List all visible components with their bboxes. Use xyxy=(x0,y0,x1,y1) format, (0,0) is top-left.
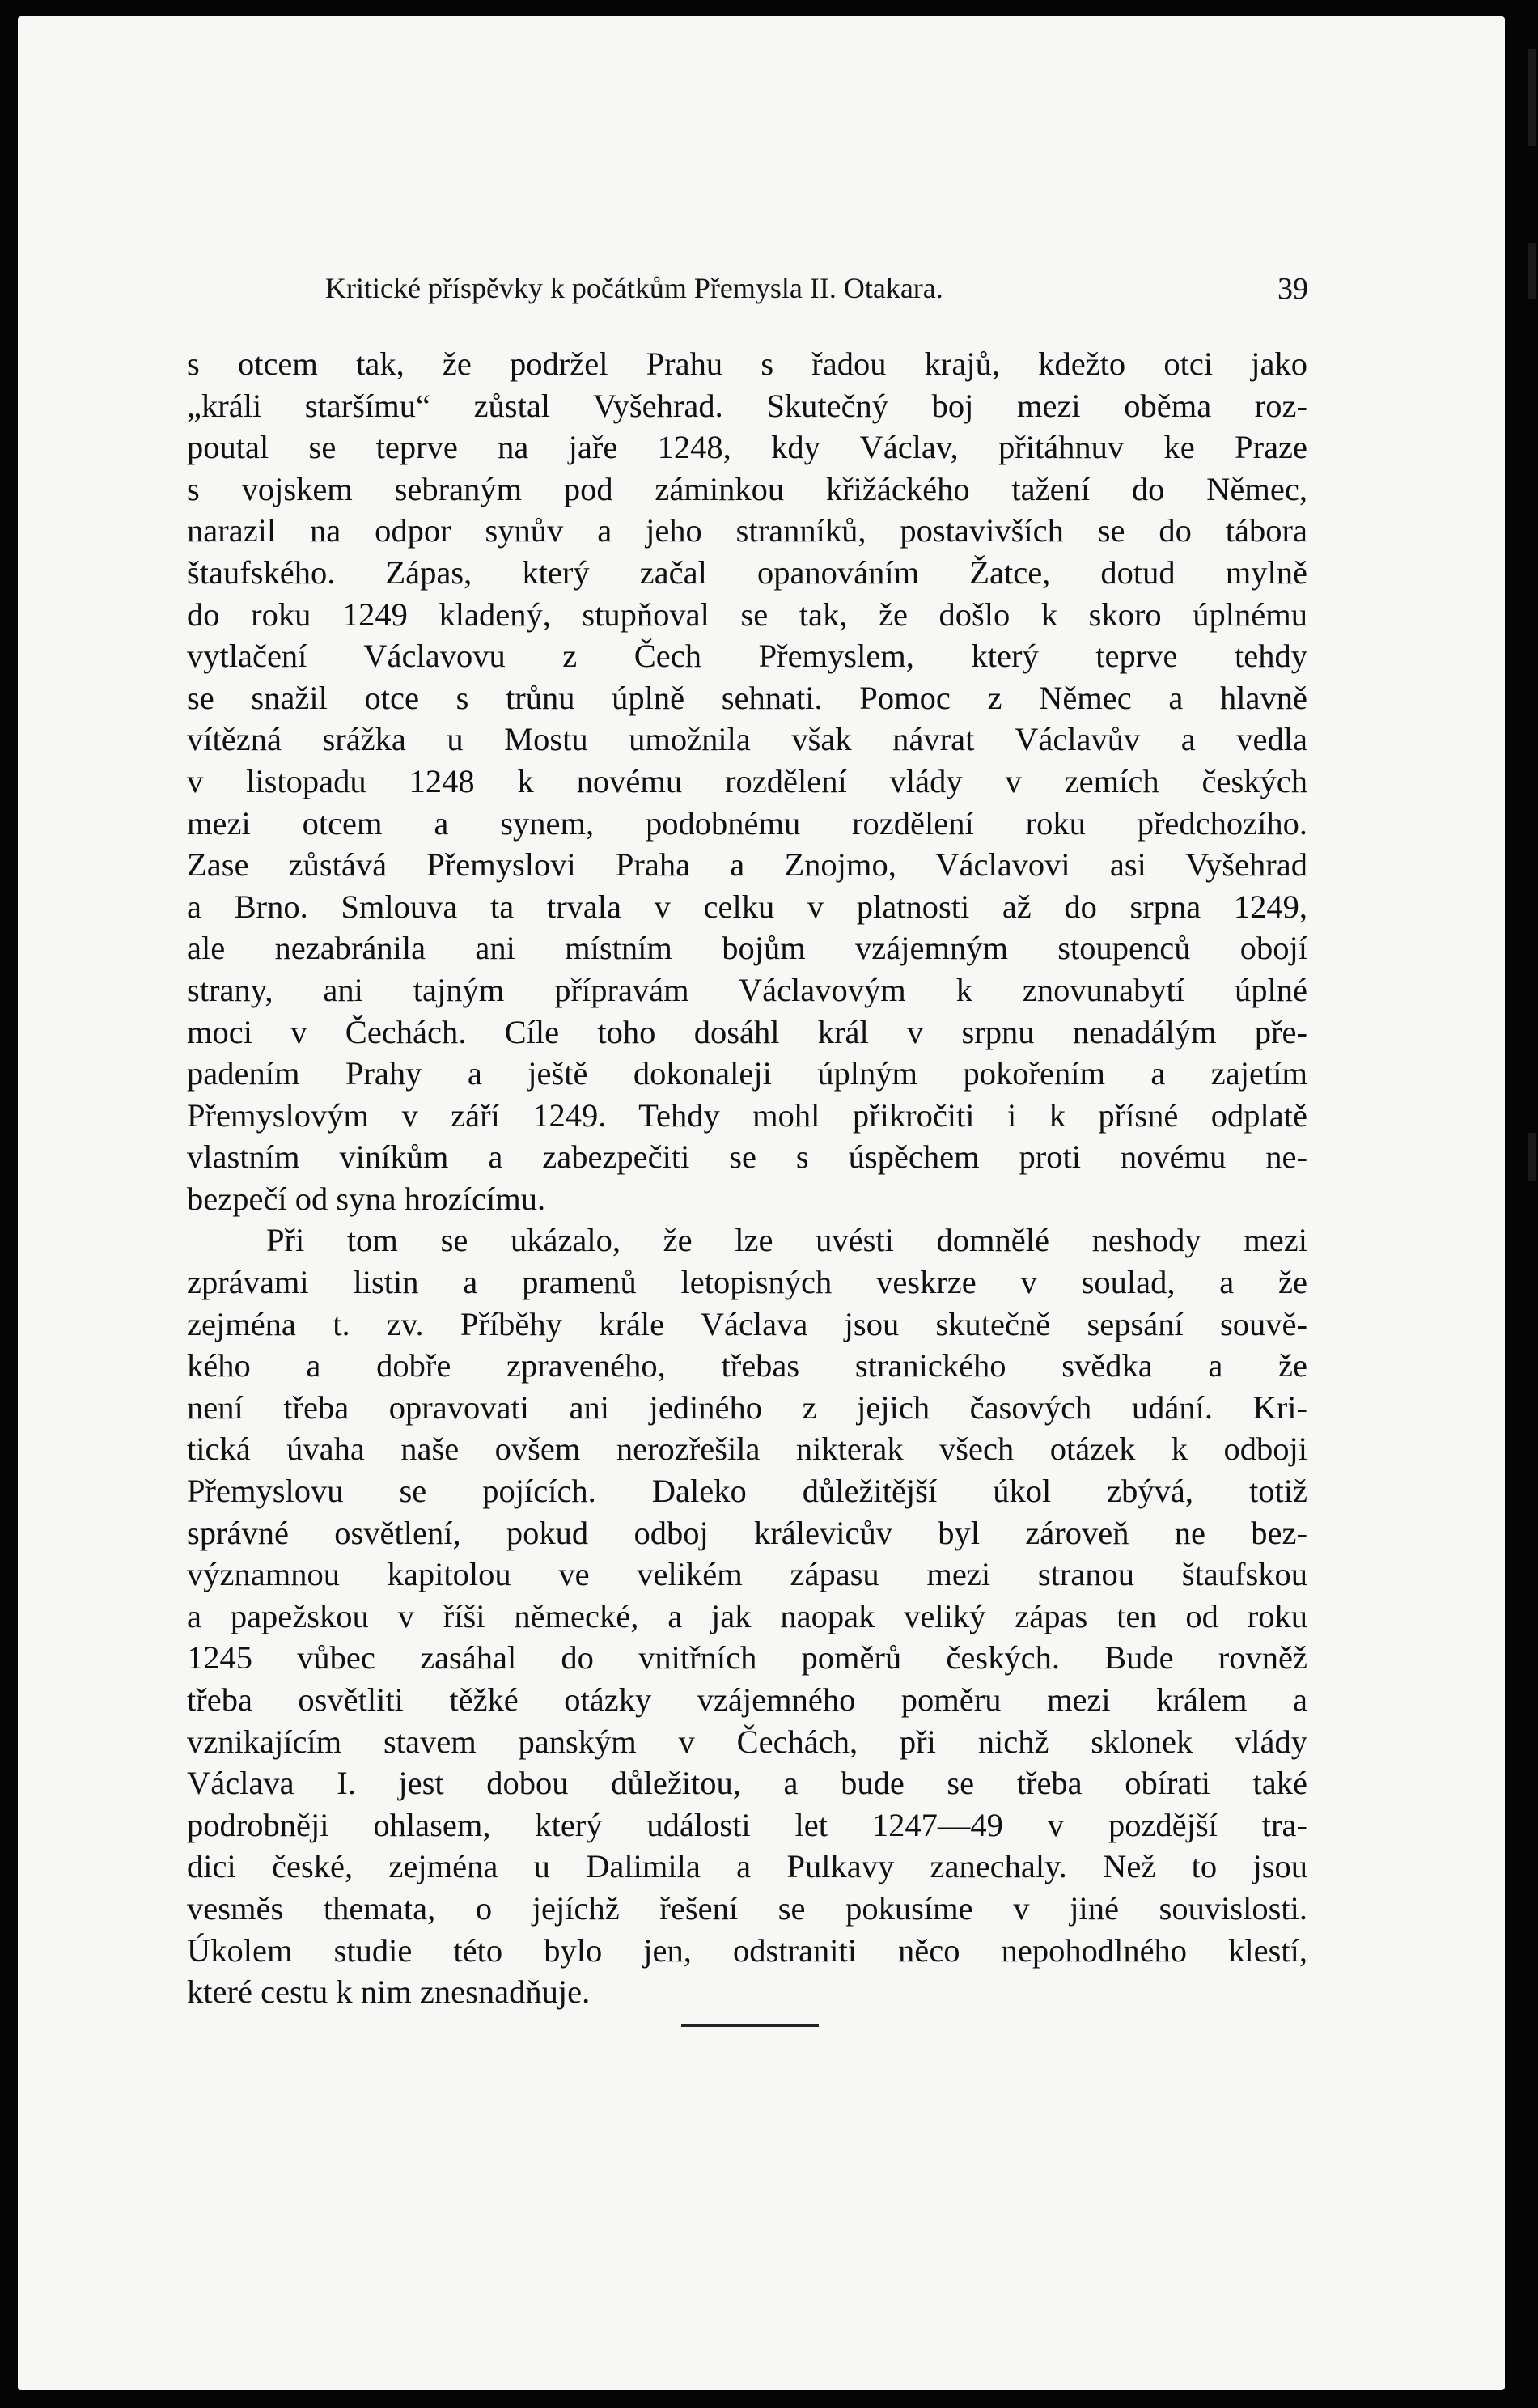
text-line: třeba osvětliti těžké otázky vzájemného poměru mezi králem a xyxy=(187,1681,1307,1718)
text-line: Přemyslovu se pojících. Daleko důležitější úkol zbývá, totiž xyxy=(187,1473,1307,1510)
text-line: ale nezabránila ani místním bojům vzájemným stoupenců obojí xyxy=(187,930,1307,967)
text-line: Při tom se ukázalo, že lze uvésti domnělé neshody mezi xyxy=(266,1222,1307,1259)
text-line: kého a dobře zpraveného, třebas stranického svědka a že xyxy=(187,1347,1307,1384)
text-line: vznikajícím stavem panským v Čechách, při nichž sklonek vlády xyxy=(187,1723,1307,1760)
text-line: významnou kapitolou ve velikém zápasu mezi stranou štaufskou xyxy=(187,1556,1307,1593)
scan-edge-mark xyxy=(1528,243,1536,299)
text-line: 1245 vůbec zasáhal do vnitřních poměrů českých. Bude rovněž xyxy=(187,1639,1307,1677)
text-line: s vojskem sebraným pod záminkou křižáckého tažení do Němec, xyxy=(187,470,1307,507)
text-line: které cestu k nim znesnadňuje. xyxy=(187,1973,591,2011)
text-line: vesměs themata, o jejíchž řešení se pokusíme v jiné souvislosti. xyxy=(187,1889,1307,1927)
text-line: poutal se teprve na jaře 1248, kdy Václav, přitáhnuv ke Praze xyxy=(187,429,1307,466)
text-line: bezpečí od syna hrozícímu. xyxy=(187,1180,546,1217)
text-line: se snažil otce s trůnu úplně sehnati. Pomoc z Němec a hlavně xyxy=(187,679,1307,716)
page-number: 39 xyxy=(1277,272,1308,306)
text-line: moci v Čechách. Cíle toho dosáhl král v srpnu nenadálým pře- xyxy=(187,1013,1307,1050)
text-line: Zase zůstává Přemyslovi Praha a Znojmo, Václavovi asi Vyšehrad xyxy=(187,846,1307,884)
text-line: Václava I. jest dobou důležitou, a bude se třeba obírati také xyxy=(187,1765,1307,1802)
book-page xyxy=(18,16,1505,2390)
text-line: správné osvětlení, pokud odboj králevicův byl zároveň ne bez- xyxy=(187,1514,1307,1551)
text-line: vítězná srážka u Mostu umožnila však návrat Václavův a vedla xyxy=(187,721,1307,758)
text-line: podrobněji ohlasem, který události let 1247—49 v pozdější tra- xyxy=(187,1806,1307,1843)
body-text xyxy=(187,343,1307,2013)
text-line: v listopadu 1248 k novému rozdělení vlády v zemích českých xyxy=(187,762,1307,799)
text-line: narazil na odpor synův a jeho stranníků, postavivších se do tábora xyxy=(187,512,1307,549)
text-line: vlastním viníkům a zabezpečiti se s úspěchem proti novému ne- xyxy=(187,1138,1307,1176)
text-line: a papežskou v říši německé, a jak naopak veliký zápas ten od roku xyxy=(187,1597,1307,1634)
text-line: vytlačení Václavovu z Čech Přemyslem, který teprve tehdy xyxy=(187,638,1307,675)
text-line: Úkolem studie této bylo jen, odstraniti něco nepohodlného klestí, xyxy=(187,1931,1307,1969)
running-title: Kritické příspěvky k počátkům Přemysla II. Otakara. xyxy=(325,272,943,304)
text-line: „králi staršímu“ zůstal Vyšehrad. Skutečný boj mezi oběma roz- xyxy=(187,387,1307,424)
text-line: zprávami listin a pramenů letopisných veskrze v soulad, a že xyxy=(187,1264,1307,1301)
text-line: není třeba opravovati ani jediného z jejich časových udání. Kri- xyxy=(187,1388,1307,1426)
scan-edge-mark xyxy=(1528,1133,1536,1181)
end-rule xyxy=(681,2024,819,2027)
text-line: štaufského. Zápas, který začal opanováním Žatce, dotud mylně xyxy=(187,553,1307,591)
text-line: tická úvaha naše ovšem nerozřešila nikterak všech otázek k odboji xyxy=(187,1431,1307,1468)
scan-edge-mark xyxy=(1528,49,1536,146)
text-line: Přemyslovým v září 1249. Tehdy mohl přikročiti i k přísné odplatě xyxy=(187,1096,1307,1134)
text-line: s otcem tak, že podržel Prahu s řadou krajů, kdežto otci jako xyxy=(187,346,1307,382)
text-line: do roku 1249 kladený, stupňoval se tak, že došlo k skoro úplnému xyxy=(187,596,1307,633)
text-line: mezi otcem a synem, podobnému rozdělení roku předchozího. xyxy=(187,804,1307,842)
text-line: strany, ani tajným přípravám Václavovým k znovunabytí úplné xyxy=(187,971,1307,1008)
running-header xyxy=(325,271,1308,312)
text-line: padením Prahy a ještě dokonaleji úplným pokořením a zajetím xyxy=(187,1055,1307,1092)
text-line: a Brno. Smlouva ta trvala v celku v platnosti až do srpna 1249, xyxy=(187,888,1307,925)
text-line: zejména t. zv. Příběhy krále Václava jsou skutečně sepsání souvě- xyxy=(187,1305,1307,1342)
text-line: dici české, zejména u Dalimila a Pulkavy zanechaly. Než to jsou xyxy=(187,1848,1307,1885)
